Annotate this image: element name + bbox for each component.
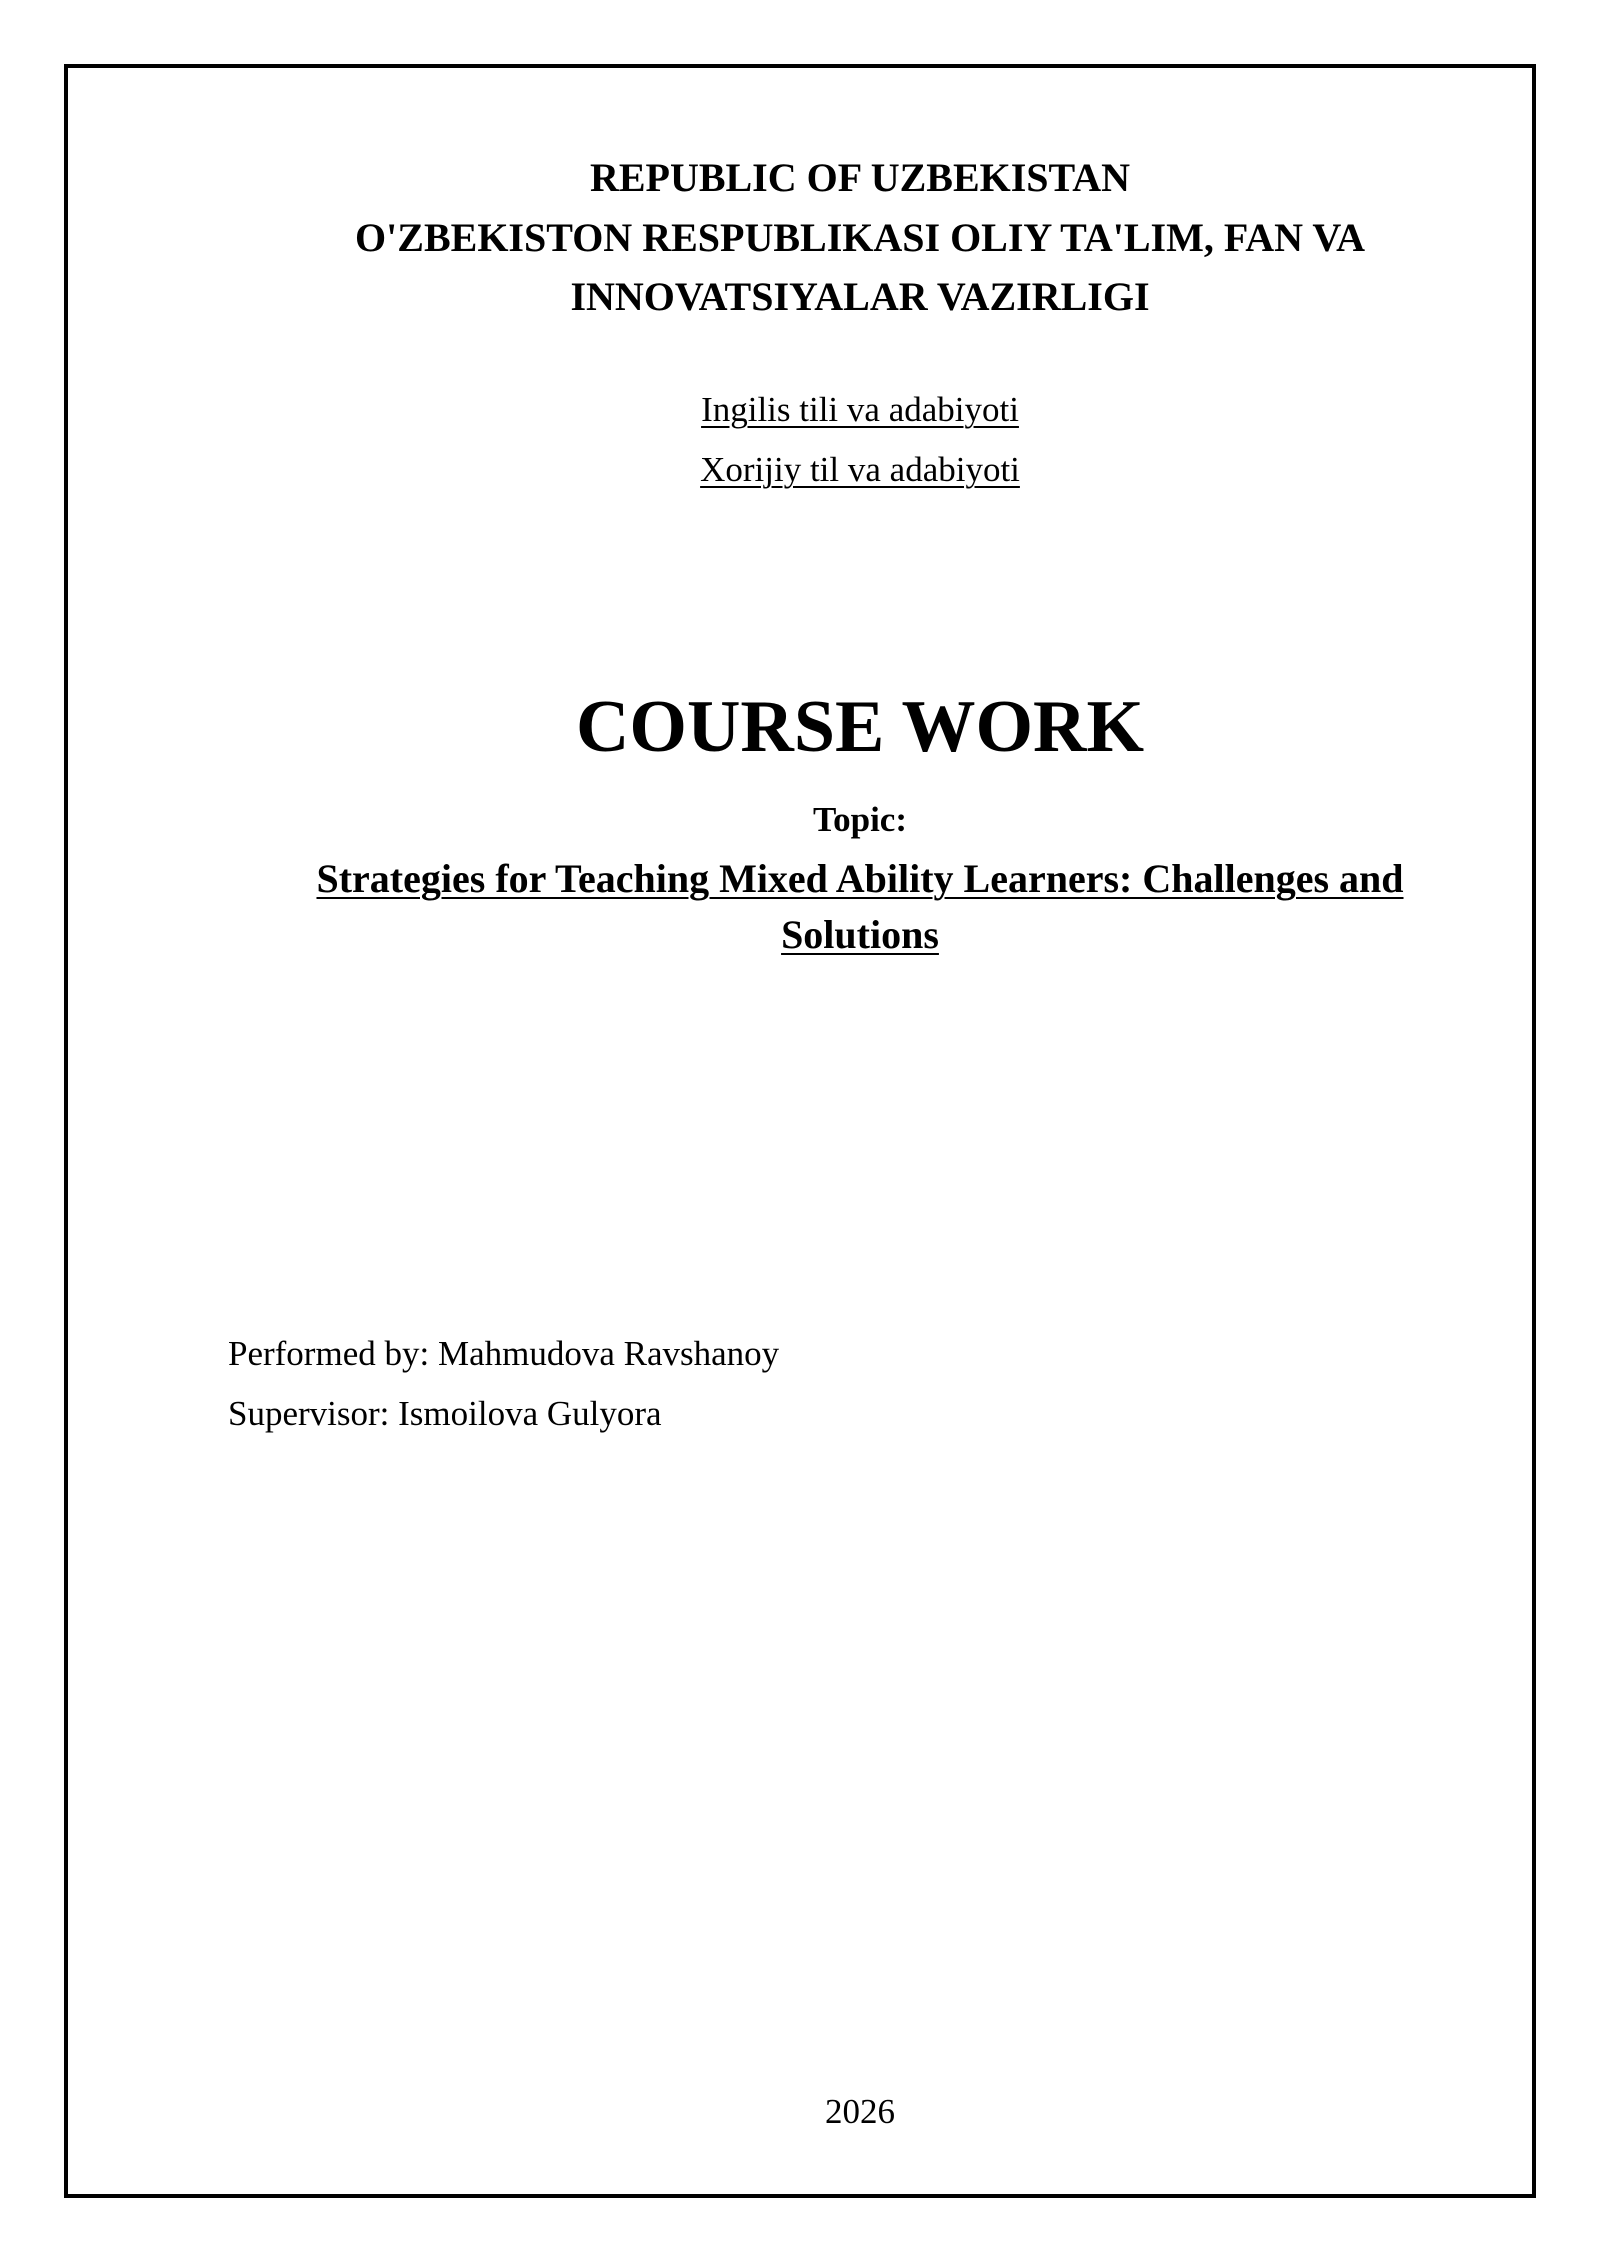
topic-title-line1	[250, 854, 1470, 904]
supervisor: Supervisor: Ismoilova Gulyora	[228, 1394, 662, 1433]
topic-title-line2-text: Solutions	[781, 912, 939, 957]
document-title: COURSE WORK	[575, 686, 1145, 768]
department-line2	[220, 448, 1500, 492]
topic-title-line1-text: Strategies for Teaching Mixed Ability Learners: Challenges and	[316, 856, 1404, 901]
department-line1	[220, 388, 1500, 432]
department-line2-text: Xorijiy til va adabiyoti	[700, 450, 1020, 489]
year: 2026	[825, 2092, 895, 2131]
header-country: REPUBLIC OF UZBEKISTAN	[589, 155, 1131, 200]
topic-title-line2	[250, 910, 1470, 960]
topic-label: Topic:	[812, 800, 907, 839]
header-ministry-line1: O'ZBEKISTON RESPUBLIKASI OLIY TA'LIM, FAN VA	[355, 215, 1365, 260]
page-border	[64, 64, 1536, 2198]
department-line1-text: Ingilis tili va adabiyoti	[701, 390, 1019, 429]
header-ministry-line2: INNOVATSIYALAR VAZIRLIGI	[570, 274, 1150, 319]
performed-by: Performed by: Mahmudova Ravshanoy	[228, 1334, 780, 1373]
